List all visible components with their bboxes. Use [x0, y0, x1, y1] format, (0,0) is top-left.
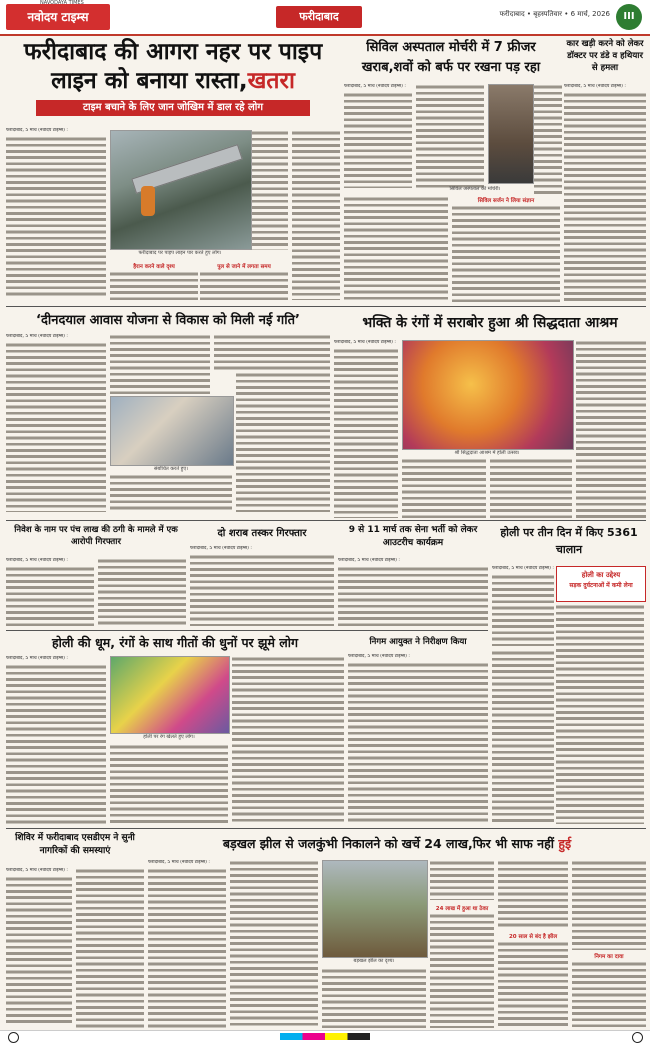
mortuary-headline-1: सिविल अस्पताल मोर्चरी में 7 फ्रीजर: [366, 40, 536, 55]
awas-col-3: [214, 334, 330, 370]
camp-col-2: [76, 868, 144, 1028]
army-headline-block: [338, 524, 488, 556]
jheel-col-4: [430, 860, 494, 900]
holi-photo-caption: होली पर रंग खेलते हुए लोग।: [143, 734, 195, 740]
holi-col-2: [232, 656, 344, 824]
nigam-headline-block: [348, 632, 488, 652]
jheel-photo: [322, 860, 428, 958]
jheel-col-1: [148, 860, 226, 1028]
jheel-subhead-1: 24 लाख में हुआ था ठेका: [435, 906, 489, 912]
lead-photo-caption: फरीदाबाद पर पाइप लाइन पार करते हुए लोग।: [138, 250, 222, 256]
holi-dateline: फरीदाबाद, 5 मार्च (नवोदय टाइम्स) :: [6, 656, 68, 661]
lead-col-3: [292, 130, 340, 300]
holi-col-3: [110, 744, 228, 824]
liquor-headline-block: [190, 524, 334, 544]
jheel-photo-caption: बड़खल झील का दृश्य।: [353, 958, 395, 964]
lead-col-2: [252, 130, 288, 250]
fraud-headline-block: [6, 524, 186, 556]
liquor-headline: दो शराब तस्कर गिरफ्तार: [217, 528, 307, 539]
liquor-body: [190, 546, 334, 626]
challan-col-3: [492, 650, 554, 824]
ashram-col-3: [402, 458, 486, 518]
divider: [6, 520, 646, 521]
lead-subsection-2: [200, 262, 288, 302]
fraud-headline: निवेश के नाम पर पंच लाख की ठगी के मामले में एक आरोपी गिरफ्तार: [14, 525, 178, 547]
challan-col-1: [492, 566, 554, 646]
holi-headline: होली की धूम, रंगों के साथ गीतों की धुनों पर झूमे लोग: [51, 635, 299, 650]
jheel-subsection-3: [572, 860, 646, 1028]
lead-photo: [110, 130, 252, 250]
divider: [6, 630, 488, 631]
awas-col-2: [110, 334, 210, 394]
army-body: [338, 558, 488, 626]
ashram-headline-block: [334, 310, 646, 336]
camp-headline: शिविर में फरीदाबाद एसडीएम ने सुनी नागरिकों की समस्याएं: [15, 833, 135, 856]
city-edition-label: फरीदाबाद: [276, 6, 362, 28]
mortuary-dateline: फरीदाबाद, 5 मार्च (नवोदय टाइम्स) :: [344, 84, 406, 89]
mortuary-col-2: [416, 84, 484, 190]
doctor-headline: कार खड़ी करने को लेकर डॉक्टर पर डंडे व हथियार से हमला: [566, 39, 644, 73]
awas-col-5: [110, 474, 232, 512]
registration-mark-icon: [632, 1032, 643, 1043]
liquor-dateline: फरीदाबाद, 5 मार्च (नवोदय टाइम्स) :: [190, 546, 252, 551]
fraud-col-1: [6, 558, 94, 626]
header-dateline: फरीदाबाद • बृहस्पतिवार • 6 मार्च, 2026: [499, 10, 610, 18]
nigam-body: [348, 654, 488, 824]
page-number: III: [616, 4, 642, 30]
fraud-col-2: [98, 558, 186, 626]
awas-headline-block: [6, 310, 330, 332]
lead-dateline: फरीदाबाद, 5 मार्च (नवोदय टाइम्स) :: [6, 128, 68, 133]
mortuary-col-4: [344, 196, 448, 300]
ashram-headline: भक्ति के रंगों में सराबोर हुआ श्री सिद्धदाता आश्रम: [362, 315, 618, 331]
mortuary-subhead: सिविल सर्जन ने लिया संज्ञान: [477, 198, 535, 204]
awas-photo: [110, 396, 234, 466]
nigam-headline: निगम आयुक्त ने निरीक्षण किया: [369, 637, 467, 647]
newspaper-logo: नवोदय टाइम्स: [6, 4, 110, 30]
jheel-subsection-2: [498, 860, 568, 1028]
challan-headline-block: [492, 524, 646, 564]
holi-photo: [110, 656, 230, 734]
awas-col-1: [6, 334, 106, 512]
challan-dateline: फरीदाबाद, 5 मार्च (नवोदय टाइम्स) :: [492, 566, 554, 571]
registration-mark-icon: [8, 1032, 19, 1043]
lead-subhead: टाइम बचाने के लिए जान जोखिम में डाल रहे लोग: [36, 100, 310, 116]
lead-subhead-1: हैरान करने वाले दृश्य: [133, 264, 175, 270]
jheel-col-2: [230, 860, 318, 1028]
logo-small-text: NAVODAYA TIMES: [40, 0, 84, 6]
awas-dateline: फरीदाबाद, 5 मार्च (नवोदय टाइम्स) :: [6, 334, 68, 339]
ashram-photo-caption: श्री सिद्धदाता आश्रम में होली उत्सव।: [454, 450, 520, 456]
ashram-dateline: फरीदाबाद, 5 मार्च (नवोदय टाइम्स) :: [334, 340, 396, 345]
jheel-headline-block: [148, 832, 646, 856]
lead-headline-2a: लाइन को बनाया रास्ता,: [51, 68, 248, 94]
ashram-col-4: [490, 458, 572, 518]
camp-dateline: फरीदाबाद, 5 मार्च (नवोदय टाइम्स) :: [6, 868, 68, 873]
lead-headline-2b: खतरा: [247, 68, 295, 94]
army-dateline: फरीदाबाद, 5 मार्च (नवोदय टाइम्स) :: [338, 558, 400, 563]
jheel-subhead-3: निगम का दावा: [594, 954, 624, 960]
doctor-headline-block: [564, 38, 646, 82]
awas-photo-caption: संबोधित करते हुए।: [154, 466, 188, 472]
holi-col-1: [6, 656, 106, 824]
lead-subsection-1: [110, 262, 198, 302]
lead-headline-block: [6, 38, 340, 124]
ashram-col-2: [576, 340, 646, 518]
challan-col-2: [556, 604, 644, 824]
awas-col-4: [236, 372, 330, 512]
awas-headline: ‘दीनदयाल आवास योजना से विकास को मिली नई गति’: [36, 313, 300, 328]
nigam-dateline: फरीदाबाद, 5 मार्च (नवोदय टाइम्स) :: [348, 654, 410, 659]
jheel-headline-2: हुई: [558, 836, 572, 851]
mortuary-photo: [488, 84, 534, 184]
doctor-body: [564, 84, 646, 302]
camp-headline-block: [6, 832, 144, 866]
fraud-dateline: फरीदाबाद, 5 मार्च (नवोदय टाइम्स) :: [6, 558, 68, 563]
lead-subhead-2: पुल से जाने में लगता समय: [217, 264, 271, 270]
divider: [6, 828, 646, 829]
camp-col-1: [6, 868, 72, 1028]
mortuary-subsection: [452, 196, 560, 302]
doctor-dateline: फरीदाबाद, 5 मार्च (नवोदय टाइम्स) :: [564, 84, 626, 89]
ashram-col-1: [334, 340, 398, 518]
mortuary-headline-block: [344, 38, 558, 82]
army-headline: 9 से 11 मार्च तक सेना भर्ती को लेकर आउटरीच कार्यक्रम: [348, 525, 478, 548]
color-calibration-bar: [280, 1033, 370, 1040]
holi-headline-block: [6, 632, 344, 654]
challan-callout-box: [556, 566, 646, 602]
challan-box-line-2: सड़क दुर्घटनाओं में कमी लेना: [569, 582, 633, 589]
mortuary-col-1: [344, 84, 412, 190]
jheel-subhead-2: 20 साल से बंद है झील: [508, 934, 558, 940]
jheel-headline-1: बड़खल झील से जलकुंभी निकालने को खर्चे 24 लाख,फिर भी साफ नहीं: [222, 836, 554, 851]
lead-headline-1: फरीदाबाद की आगरा नहर पर पाइप: [23, 39, 323, 65]
mortuary-col-3: [534, 84, 562, 194]
challan-box-line-1: होली का उद्देश्य: [581, 571, 621, 579]
divider: [6, 306, 646, 307]
jheel-dateline: फरीदाबाद, 5 मार्च (नवोदय टाइम्स) :: [148, 860, 210, 865]
challan-headline: होली पर तीन दिन में किए 5361 चालान: [500, 526, 638, 556]
mortuary-headline-2: खराब,शवों को बर्फ पर रखना पड़ रहा: [361, 60, 541, 75]
jheel-col-3: [322, 968, 426, 1028]
ashram-photo: [402, 340, 574, 450]
mortuary-photo-caption: सिविल अस्पताल की मोर्चरी।: [449, 186, 501, 192]
lead-col-1: [6, 128, 106, 298]
jheel-subsection-1: [430, 904, 494, 1028]
